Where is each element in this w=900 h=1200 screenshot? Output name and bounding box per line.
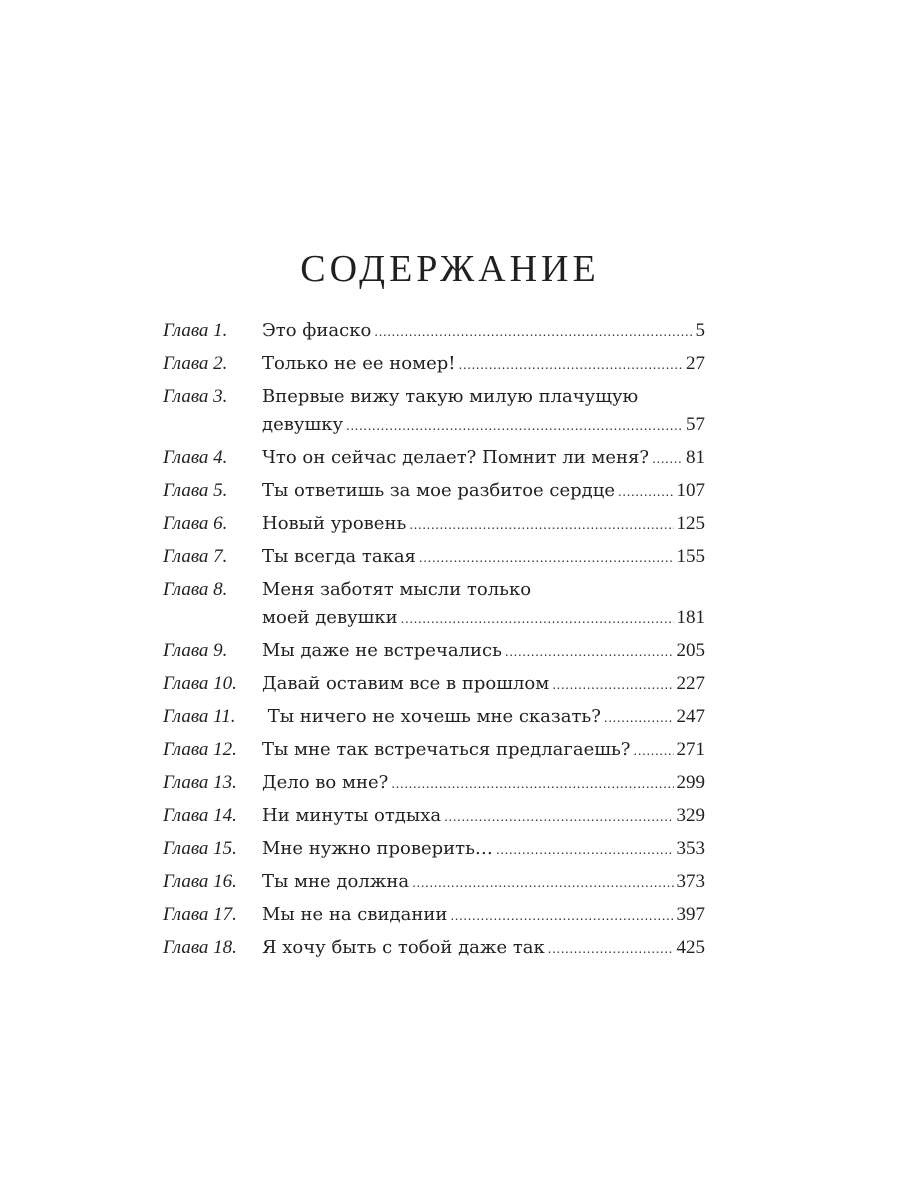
toc-entry[interactable] [163, 442, 705, 475]
toc-entry[interactable] [163, 381, 705, 442]
chapter-title: Только не ее номер! [262, 353, 456, 374]
dot-leader [618, 476, 674, 508]
chapter-title-block [262, 899, 705, 932]
page-number: 271 [676, 739, 705, 760]
chapter-title-block [262, 800, 705, 833]
chapter-title: Что он сейчас делает? Помнит ли меня? [262, 447, 650, 468]
dot-leader [552, 669, 673, 701]
chapter-title-block [262, 932, 705, 965]
chapter-title-block [262, 668, 705, 701]
toc-entry[interactable] [163, 315, 705, 348]
chapter-label: Глава 7. [163, 546, 228, 567]
page-number: 329 [676, 805, 705, 826]
chapter-title-block [262, 701, 705, 734]
chapter-title-block [262, 833, 705, 866]
chapter-label: Глава 10. [163, 673, 237, 694]
chapter-label: Глава 13. [163, 772, 237, 793]
chapter-title: моей девушки [262, 607, 398, 628]
chapter-title-block [262, 442, 705, 475]
chapter-title: Дело во мне? [262, 772, 389, 793]
dot-leader [505, 636, 674, 668]
toc-entry[interactable] [163, 508, 705, 541]
toc-entry[interactable] [163, 932, 705, 965]
toc-entry[interactable] [163, 348, 705, 381]
chapter-title: Мне нужно проверить… [262, 838, 493, 859]
page-number: 125 [676, 513, 705, 534]
dot-leader [419, 542, 674, 574]
chapter-label: Глава 4. [163, 447, 228, 468]
chapter-label: Глава 15. [163, 838, 237, 859]
dot-leader [652, 443, 683, 475]
chapter-label: Глава 16. [163, 871, 237, 892]
chapter-title-block [262, 866, 705, 899]
chapter-title-block [262, 767, 705, 800]
toc-entry[interactable] [163, 767, 705, 800]
chapter-title-block [262, 508, 705, 541]
page-number: 57 [686, 414, 705, 435]
chapter-label: Глава 1. [163, 320, 228, 341]
toc-entry[interactable] [163, 800, 705, 833]
dot-leader [391, 768, 673, 800]
toc-entry[interactable] [163, 833, 705, 866]
chapter-label: Глава 12. [163, 739, 237, 760]
page-number: 155 [676, 546, 705, 567]
chapter-title: Новый уровень [262, 513, 407, 534]
chapter-title: Меня заботят мысли только [262, 579, 532, 600]
chapter-title: Ты мне так встречаться предлагаешь? [262, 739, 631, 760]
chapter-label: Глава 5. [163, 480, 228, 501]
toc-entry[interactable] [163, 475, 705, 508]
page-number: 227 [676, 673, 705, 694]
page-number: 181 [676, 607, 705, 628]
dot-leader [604, 702, 674, 734]
chapter-label: Глава 8. [163, 579, 228, 600]
dot-leader [496, 834, 674, 866]
chapter-title-block [262, 348, 705, 381]
chapter-title: Мы даже не встречались [262, 640, 502, 661]
dot-leader [459, 349, 683, 381]
table-of-contents [163, 315, 705, 965]
chapter-title-block [262, 475, 705, 508]
page-title: СОДЕРЖАНИЕ [300, 248, 600, 290]
dot-leader [633, 735, 673, 767]
chapter-title: Мы не на свидании [262, 904, 448, 925]
page-number: 107 [676, 480, 705, 501]
chapter-label: Глава 14. [163, 805, 237, 826]
toc-entry[interactable] [163, 866, 705, 899]
page-number: 5 [695, 320, 705, 341]
chapter-title: Ты мне должна [262, 871, 410, 892]
chapter-title-block [262, 734, 705, 767]
chapter-title-block [262, 541, 705, 574]
page-number: 299 [676, 772, 705, 793]
chapter-title: Я хочу быть с тобой даже так [262, 937, 545, 958]
toc-entry[interactable] [163, 734, 705, 767]
chapter-title-block [262, 635, 705, 668]
chapter-label: Глава 6. [163, 513, 228, 534]
chapter-title-block [262, 383, 705, 440]
dot-leader [409, 509, 673, 541]
chapter-label: Глава 9. [163, 640, 228, 661]
chapter-title: Ты всегда такая [262, 546, 416, 567]
toc-entry[interactable] [163, 635, 705, 668]
chapter-title: Ни минуты отдыха [262, 805, 442, 826]
dot-leader [401, 605, 674, 633]
chapter-title-block [262, 315, 705, 348]
chapter-title: Впервые вижу такую милую плачущую [262, 386, 639, 407]
page-number: 373 [676, 871, 705, 892]
dot-leader [346, 412, 683, 440]
page-number: 397 [676, 904, 705, 925]
page-number: 247 [676, 706, 705, 727]
dot-leader [444, 801, 673, 833]
toc-entry[interactable] [163, 668, 705, 701]
chapter-title: девушку [262, 414, 344, 435]
page-number: 81 [686, 447, 705, 468]
toc-entry[interactable] [163, 899, 705, 932]
page-number: 425 [676, 937, 705, 958]
chapter-label: Глава 2. [163, 353, 228, 374]
chapter-label: Глава 3. [163, 386, 228, 407]
toc-entry[interactable] [163, 541, 705, 574]
chapter-title: Ты ответишь за мое разбитое сердце [262, 480, 615, 501]
chapter-label: Глава 17. [163, 904, 237, 925]
toc-entry[interactable] [163, 574, 705, 635]
page-number: 205 [676, 640, 705, 661]
dot-leader [412, 867, 673, 899]
chapter-label: Глава 11. [163, 706, 236, 727]
page-number: 27 [686, 353, 705, 374]
dot-leader [374, 316, 692, 348]
dot-leader [450, 900, 673, 932]
toc-entry[interactable] [163, 701, 705, 734]
dot-leader [548, 933, 674, 965]
chapter-title: Это фиаско [262, 320, 372, 341]
chapter-title: Давай оставим все в прошлом [262, 673, 550, 694]
chapter-label: Глава 18. [163, 937, 237, 958]
chapter-title: Ты ничего не хочешь мне сказать? [262, 706, 601, 727]
page-number: 353 [676, 838, 705, 859]
chapter-title-block [262, 576, 705, 633]
